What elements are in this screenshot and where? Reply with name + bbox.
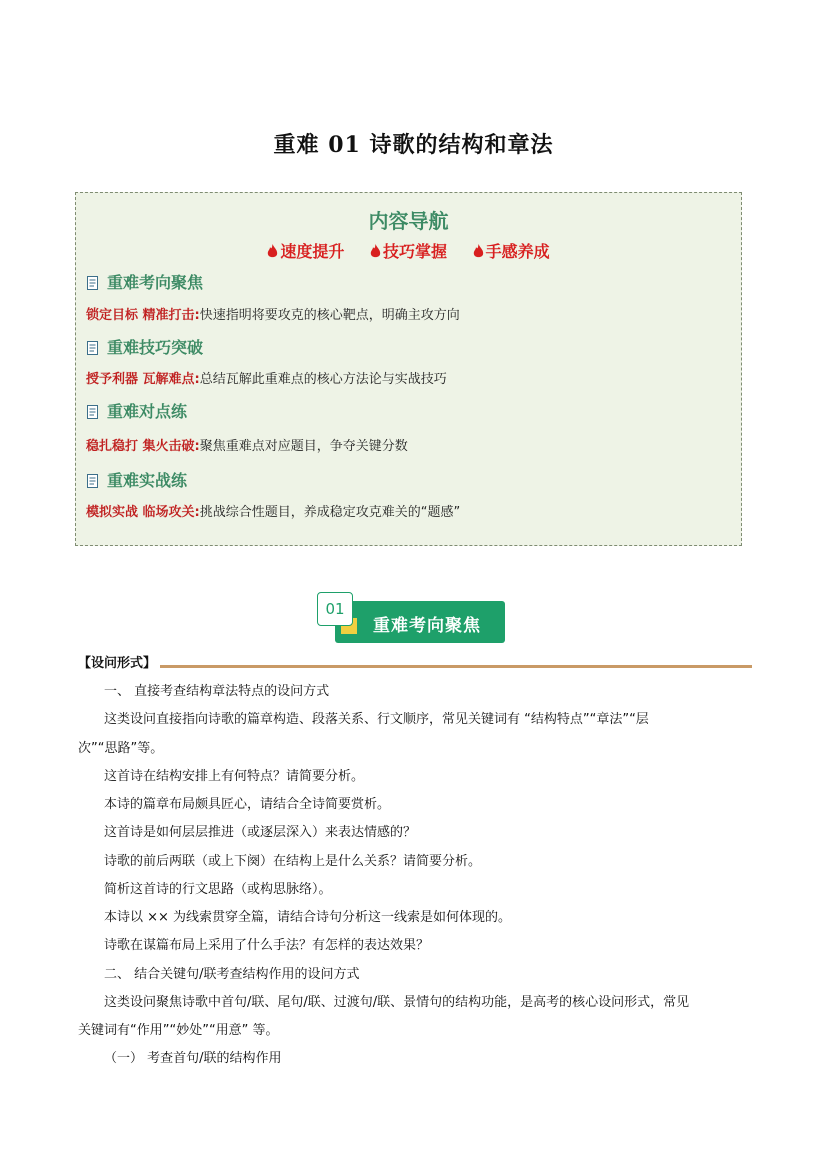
body-line: 这首诗在结构安排上有何特点？请简要分析。: [104, 769, 365, 784]
nav-section-heading: 重难技巧突破: [86, 335, 203, 358]
document-icon: [86, 474, 99, 488]
nav-section-desc: 稳扎稳打 集火击破:聚焦重难点对应题目，争夺关键分数: [86, 439, 408, 454]
nav-section-heading: 重难对点练: [86, 399, 187, 422]
body-line: 二、 结合关键句/联考查结构作用的设问方式: [104, 967, 360, 982]
body-line: 这首诗是如何层层推进（或逐层深入）来表达情感的？: [104, 825, 417, 840]
document-icon: [86, 276, 99, 290]
nav-section-desc: 锁定目标 精准打击:快速指明将要攻克的核心靶点，明确主攻方向: [86, 308, 460, 323]
nav-section-heading: 重难实战练: [86, 468, 187, 491]
body-line: 一、 直接考查结构章法特点的设问方式: [104, 684, 330, 699]
nav-subtitle: [76, 239, 741, 262]
body-line: 本诗的篇章布局颇具匠心，请结合全诗简要赏析。: [104, 797, 391, 812]
content-navigation-box: [75, 192, 742, 546]
body-line: 这类设问聚焦诗歌中首句/联、尾句/联、过渡句/联、景情句的结构功能，是高考的核心设问形式，常见: [104, 995, 690, 1010]
nav-section-heading: 重难考向聚焦: [86, 270, 203, 293]
body-line: （一） 考查首句/联的结构作用: [104, 1051, 282, 1066]
section-divider: [160, 665, 752, 668]
section-badge: [317, 592, 507, 646]
flame-icon: [473, 244, 484, 259]
badge-number: 01: [317, 592, 353, 626]
body-line: 诗歌在谋篇布局上采用了什么手法？有怎样的表达效果？: [104, 938, 430, 953]
flame-icon: [370, 244, 381, 259]
body-line: 简析这首诗的行文思路（或构思脉络）。: [104, 882, 332, 897]
page-title: 重难 01 诗歌的结构和章法: [273, 132, 554, 158]
body-line: 次”“思路”等。: [78, 741, 164, 756]
nav-title: 内容导航: [368, 209, 449, 233]
document-icon: [86, 341, 99, 355]
nav-section-desc: 模拟实战 临场攻关:挑战综合性题目，养成稳定攻克难关的“题感”: [86, 505, 461, 520]
document-icon: [86, 405, 99, 419]
body-line: 诗歌的前后两联（或上下阕）在结构上是什么关系？请简要分析。: [104, 854, 482, 869]
nav-section-desc: 授予利器 瓦解难点:总结瓦解此重难点的核心方法论与实战技巧: [86, 372, 447, 387]
flame-icon: [267, 244, 278, 259]
body-line: 这类设问直接指向诗歌的篇章构造、段落关系、行文顺序，常见关键词有 “结构特点”“章法”“层: [104, 712, 649, 727]
nav-sub-item: 技巧掌握: [370, 239, 447, 262]
nav-sub-item: 手感养成: [473, 239, 550, 262]
badge-label: 重难考向聚焦: [373, 616, 481, 636]
body-line: 关键词有“作用”“妙处”“用意” 等。: [78, 1023, 279, 1038]
nav-sub-item: 速度提升: [267, 239, 344, 262]
section-heading: 【设问形式】: [78, 652, 158, 671]
body-line: 本诗以 ×× 为线索贯穿全篇，请结合诗句分析这一线索是如何体现的。: [104, 910, 512, 925]
